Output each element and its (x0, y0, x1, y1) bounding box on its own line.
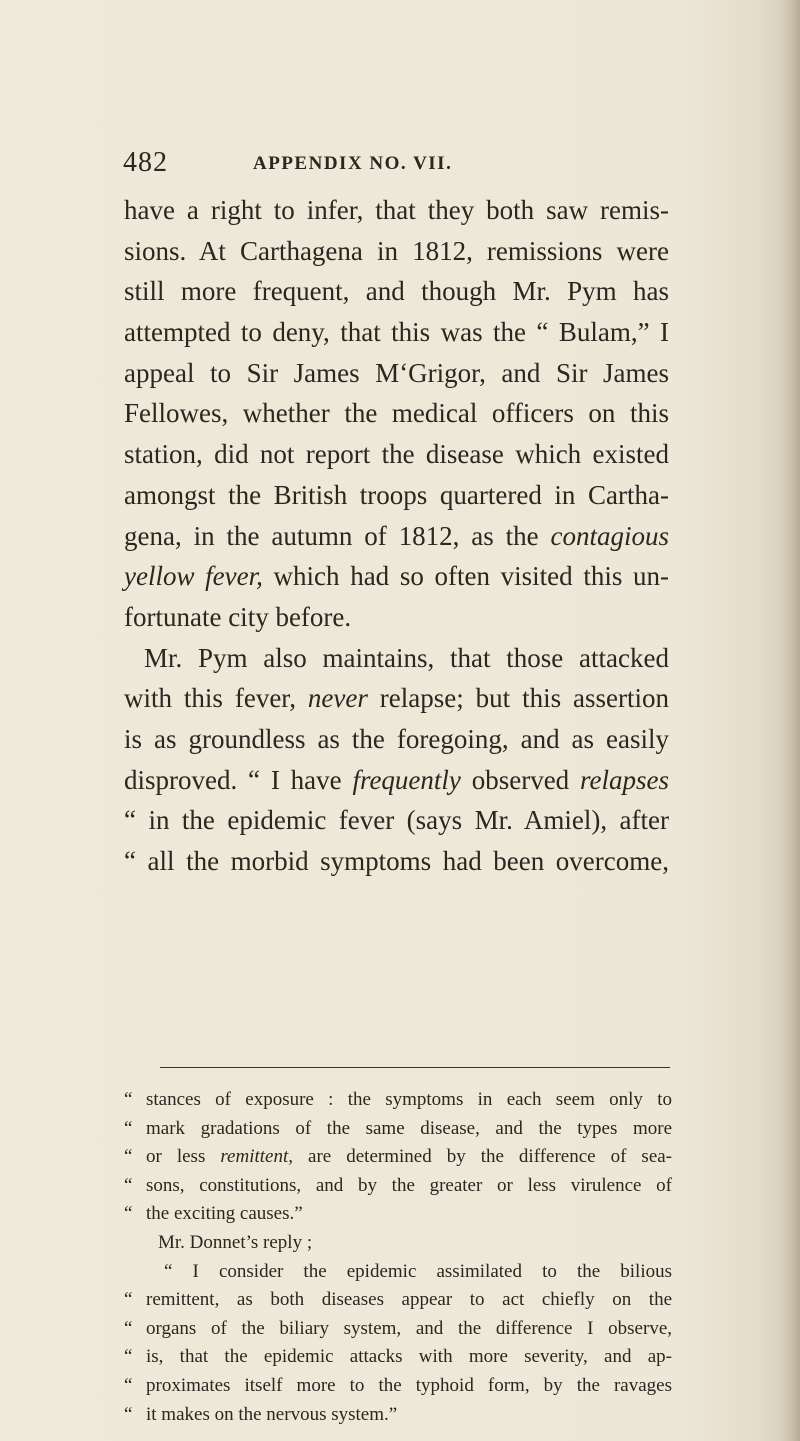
text-span: which had so often visited this un- (262, 561, 669, 592)
footnote-line (124, 1401, 672, 1430)
italic-text: never (307, 683, 368, 714)
footnote-line (124, 1372, 672, 1401)
quote-mark: “ (124, 1317, 133, 1339)
quote-mark: “ (124, 1289, 133, 1311)
footnote-line (124, 1315, 672, 1344)
text-span: stances of exposure : the symptoms in each seem only to (146, 1089, 672, 1110)
text-span: mark gradations of the same disease, and the types more (146, 1117, 672, 1139)
main-text (124, 190, 669, 882)
text-span: relapse; but this assertion (367, 683, 669, 714)
italic-text: remittent, (220, 1146, 294, 1168)
text-span: it makes on the nervous system.” (146, 1403, 398, 1425)
footnote-line (124, 1172, 672, 1201)
footnote-line (124, 1286, 672, 1315)
text-line: is as groundless as the foregoing, and as easily (124, 723, 669, 754)
text-line: appeal to Sir James M‘Grigor, and Sir James (124, 357, 669, 388)
text-line: sions. At Carthagena in 1812, remissions were (124, 235, 669, 266)
text-span: sons, constitutions, and by the greater or less virulence of (146, 1174, 672, 1196)
text-span: disproved. “ I have (124, 764, 342, 795)
footnote-line (124, 1343, 672, 1372)
text-line (124, 678, 669, 719)
text-span: remittent, as both diseases appear to act chiefly on the (146, 1289, 672, 1311)
text-line: have a right to infer, that they both saw remis- (124, 195, 669, 225)
italic-text: frequently (352, 764, 461, 795)
text-span: proximates itself more to the typhoid form, by the ravages (146, 1374, 672, 1396)
page-number: 482 (123, 147, 168, 178)
footnote-line (124, 1086, 672, 1115)
quote-mark: “ (124, 1174, 133, 1196)
text-span: is, that the epidemic attacks with more severity, and ap- (146, 1346, 672, 1368)
text-line: station, did not report the disease which existed (124, 439, 669, 470)
text-line: attempted to deny, that this was the “ Bulam,” I (124, 317, 669, 348)
quote-mark: “ (124, 1403, 133, 1425)
footnote-line (124, 1143, 672, 1172)
text-line: “ in the epidemic fever (says Mr. Amiel), after (124, 805, 669, 836)
footnote-line: “ I consider the epidemic assimilated to the bilious (164, 1260, 672, 1282)
footnote-block (124, 1086, 672, 1429)
text-line: Fellowes, whether the medical officers on this (124, 398, 669, 429)
text-line: amongst the British troops quartered in Cartha- (124, 479, 669, 510)
text-line (124, 556, 669, 597)
text-line: “ all the morbid symptoms had been overcome, (124, 846, 669, 876)
text-span: or less (146, 1146, 206, 1168)
text-line: still more frequent, and though Mr. Pym has (124, 276, 669, 307)
quote-mark: “ (124, 1374, 133, 1396)
quote-mark: “ (124, 1346, 133, 1368)
footnote-line (124, 1115, 672, 1144)
italic-text: yellow fever, (124, 561, 263, 592)
italic-text: contagious (550, 520, 669, 551)
running-head (123, 147, 683, 177)
quote-mark: “ (124, 1146, 133, 1168)
quote-mark: “ (124, 1203, 133, 1225)
italic-text: relapses (580, 764, 669, 795)
running-title: APPENDIX NO. VII. (253, 153, 453, 174)
footnote-line: Mr. Donnet’s reply ; (158, 1231, 313, 1253)
quote-mark: “ (124, 1089, 133, 1110)
text-span: the exciting causes.” (146, 1203, 303, 1225)
text-span: gena, in the autumn of 1812, as the (124, 520, 539, 551)
text-line: fortunate city before. (124, 601, 352, 632)
text-line: Mr. Pym also maintains, that those attacked (144, 642, 669, 673)
quote-mark: “ (124, 1117, 133, 1139)
footnote-line (124, 1200, 672, 1229)
page-edge-shadow (782, 0, 800, 1441)
footnote-rule (160, 1067, 670, 1068)
text-span: are determined by the difference of sea- (293, 1146, 673, 1168)
text-span: organs of the biliary system, and the difference I observe, (146, 1317, 672, 1339)
text-line (124, 516, 669, 557)
text-span: observed (460, 764, 580, 795)
text-span: with this fever, (124, 683, 296, 714)
text-line (124, 760, 669, 801)
